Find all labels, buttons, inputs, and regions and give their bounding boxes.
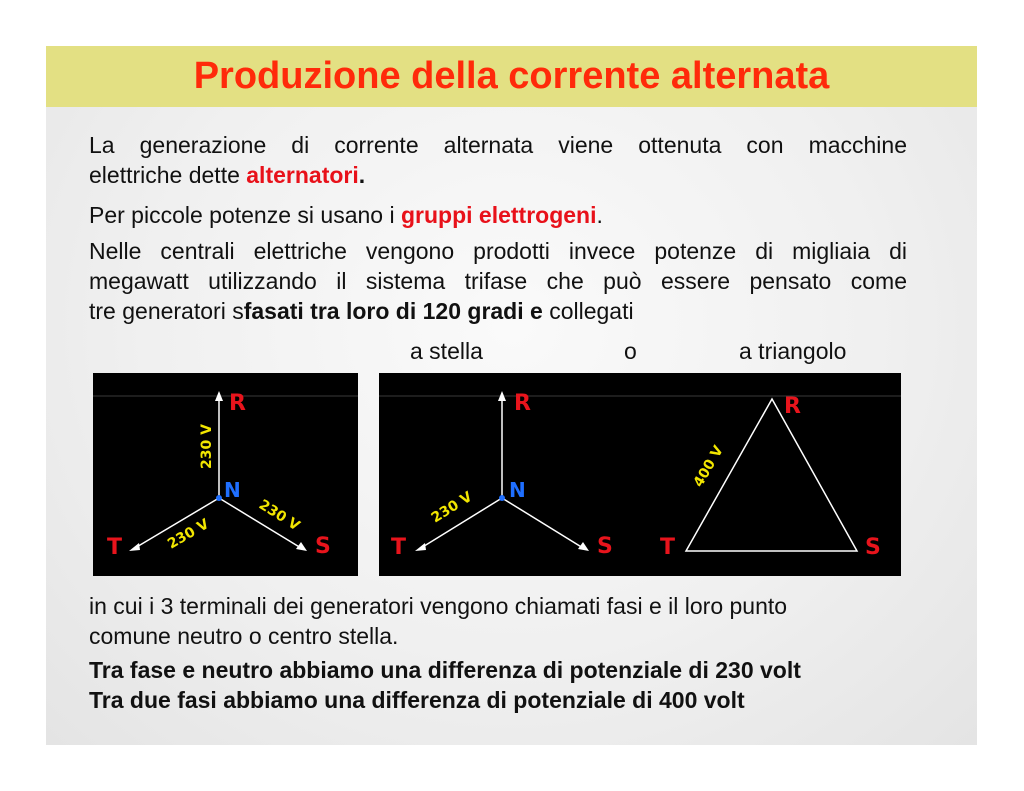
- label-r: R: [784, 394, 801, 419]
- star-triangle-diagram: [379, 373, 901, 576]
- slide: [46, 46, 977, 745]
- paragraph-voltages: [89, 655, 907, 715]
- paragraph-line: megawatt utilizzando il sistema trifase che può essere pensato come: [89, 268, 907, 294]
- paragraph-generators: [89, 200, 907, 230]
- label-r: R: [229, 391, 246, 416]
- label-t: T: [107, 535, 123, 560]
- label-r: R: [514, 391, 531, 416]
- voltage-label-star: 230 V: [428, 489, 476, 527]
- text-span: tre generatori s: [89, 298, 244, 324]
- option-or-label: o: [624, 338, 637, 364]
- option-star-label: a stella: [410, 338, 483, 364]
- paragraph-line: in cui i 3 terminali dei generatori vengono chiamati fasi e il loro punto: [89, 593, 788, 619]
- neutral-point: [499, 495, 505, 501]
- label-n: N: [509, 478, 526, 502]
- text-span: Per piccole potenze si usano i: [89, 202, 401, 228]
- voltage-label-r: 230 V: [199, 424, 215, 469]
- option-triangle-label: a triangolo: [739, 338, 847, 364]
- paragraph-line: Tra due fasi abbiamo una differenza di potenziale di 400 volt: [89, 687, 745, 713]
- slide-title: Produzione della corrente alternata: [193, 55, 830, 97]
- text-span: elettriche dette: [89, 162, 247, 188]
- title-bar: [46, 46, 977, 107]
- label-t: T: [391, 535, 407, 560]
- voltage-label-s: 230 V: [255, 496, 303, 535]
- paragraph-line: Tra fase e neutro abbiamo una differenza di potenziale di 230 volt: [89, 657, 801, 683]
- label-t: T: [660, 535, 676, 560]
- star-diagram-voltages: [93, 373, 358, 576]
- paragraph-line: [89, 160, 907, 190]
- keyword-alternatori: alternatori: [246, 162, 359, 188]
- text-span: .: [596, 202, 603, 228]
- paragraph-line: La generazione di corrente alternata viene ottenuta con macchine: [89, 132, 907, 158]
- label-n: N: [224, 478, 241, 502]
- label-s: S: [597, 534, 613, 559]
- voltage-label-t: 230 V: [165, 516, 212, 553]
- arrow-left-icon: [129, 543, 140, 551]
- paragraph-three-phase: [89, 236, 907, 326]
- paragraph-alternators: [89, 130, 907, 190]
- arrow-left-icon: [415, 543, 426, 551]
- paragraph-line: [89, 296, 907, 326]
- voltage-label-triangle: 400 V: [690, 443, 727, 490]
- paragraph-line: comune neutro o centro stella.: [89, 623, 399, 649]
- neutral-point: [216, 495, 222, 501]
- paragraph-line: Nelle centrali elettriche vengono prodotti invece potenze di migliaia di: [89, 238, 907, 264]
- label-s: S: [315, 534, 331, 559]
- text-span: .: [358, 162, 366, 188]
- phase-line-s: [502, 498, 583, 548]
- keyword-gruppi-elettrogeni: gruppi elettrogeni: [400, 202, 597, 228]
- text-span: collegati: [542, 298, 634, 324]
- label-s: S: [865, 535, 881, 560]
- bold-span: fasati tra loro di 120 gradi e: [243, 298, 543, 324]
- paragraph-terminals: [89, 591, 907, 651]
